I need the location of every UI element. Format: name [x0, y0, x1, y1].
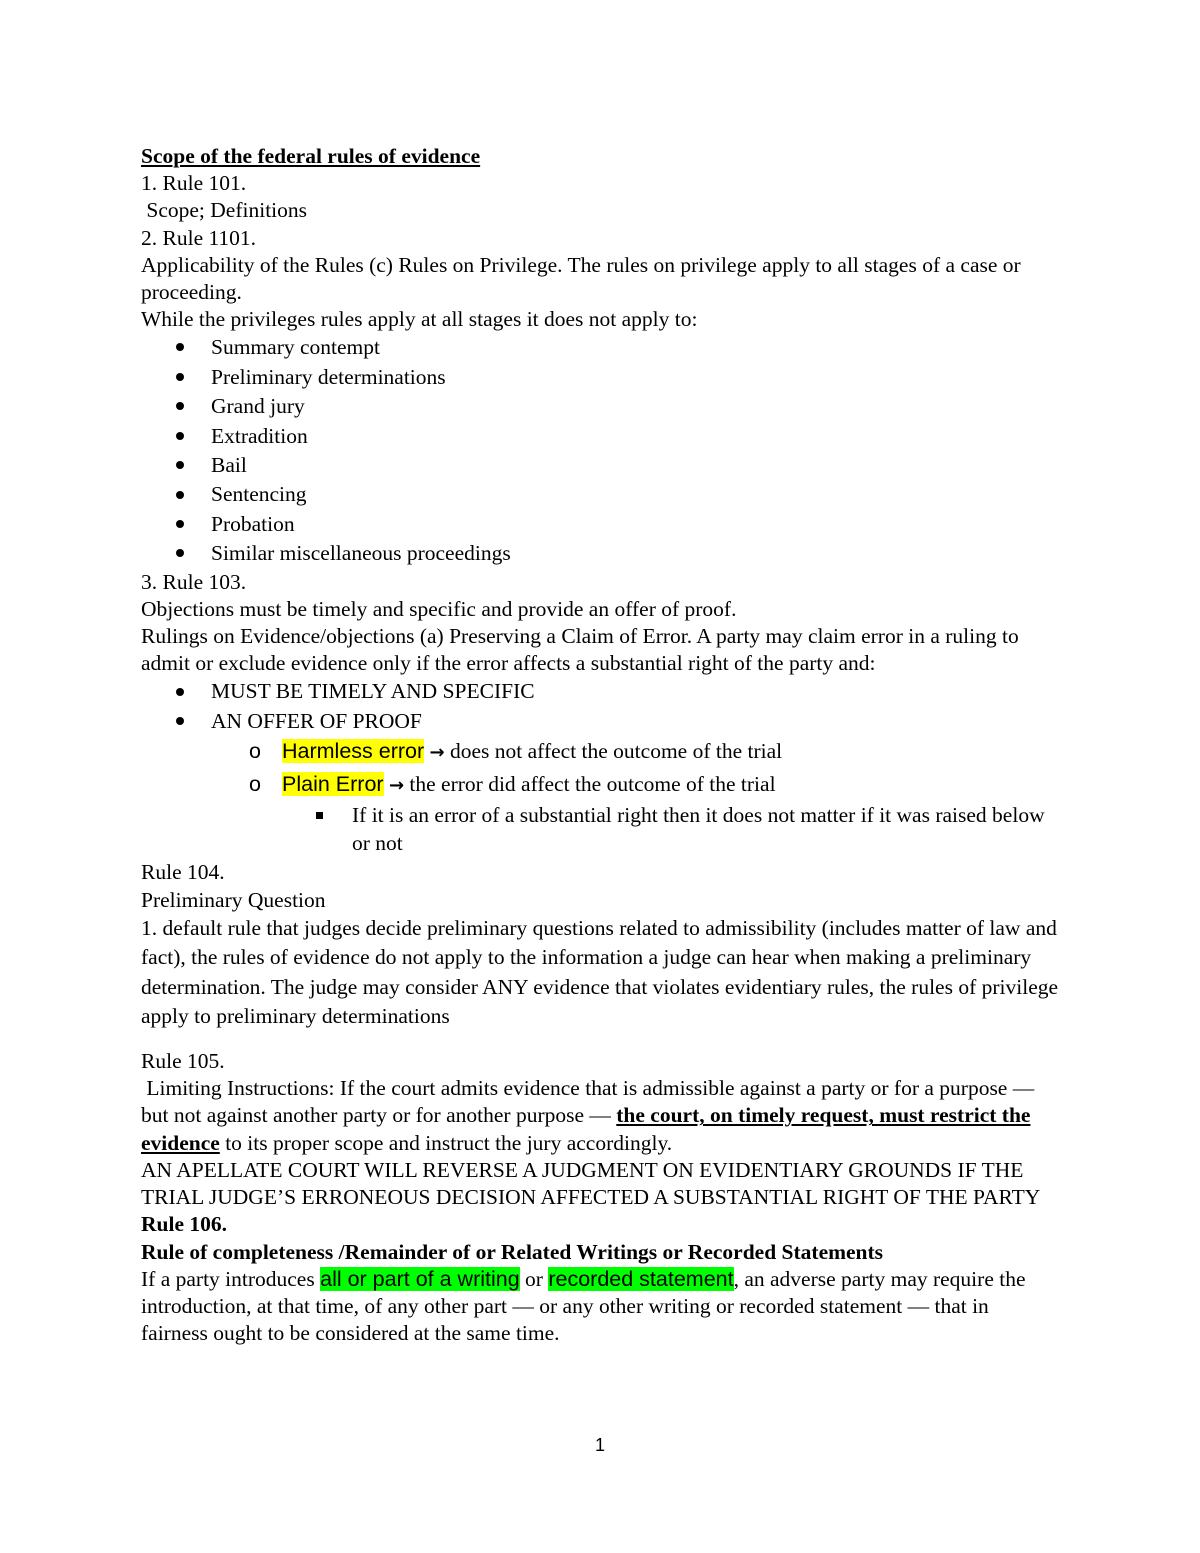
rule-105-caps: AN APELLATE COURT WILL REVERSE A JUDGMENT ON EVIDENTIARY GROUNDS IF THE TRIAL JUDGE’S ERRONEOUS DECISION AFFECTED A SUBSTANTIAL RIGHT OF THE PARTY [141, 1157, 1041, 1210]
list-item: Extradition [141, 422, 1061, 451]
list-item: Bail [141, 451, 1061, 480]
arrow-right-icon: → [429, 742, 445, 764]
rule-101-desc: Scope; Definitions [141, 198, 308, 223]
rule-105-title: Rule 105. [141, 1049, 225, 1074]
document-body [141, 143, 1061, 1347]
rule-104-text: 1. default rule that judges decide preliminary questions related to admissibility (includes matter of law and fact), the rules of evidence do not apply to the information a judge can hear when making a preliminary determination. The judge may consider ANY evidence that violates evidentiary rules, the rules of privilege apply to preliminary determinations [141, 915, 1059, 1029]
rule-105-text: Limiting Instructions: If the court admits evidence that is admissible against a party or for a purpose — but not against another party or for another purpose — the court, on timely request, must restrict the evidence to its proper scope and instruct the jury accordingly. [141, 1076, 1040, 1155]
rule-104-title: Rule 104. [141, 860, 225, 885]
list-item: Sentencing [141, 480, 1061, 509]
rule-1101-desc: Applicability of the Rules (c) Rules on Privilege. The rules on privilege apply to all stages of a case or proceeding. [141, 252, 1021, 305]
rule-103-line1: Objections must be timely and specific and provide an offer of proof. [141, 596, 737, 621]
bullet-icon [176, 392, 196, 421]
document-heading: Scope of the federal rules of evidence [141, 144, 481, 168]
rule-1101-title: 2. Rule 1101. [141, 225, 257, 250]
bullet-icon [176, 422, 196, 451]
square-bullet-icon [316, 801, 323, 829]
sub-list-item: o Plain Error → the error did affect the outcome of the trial [141, 769, 1061, 802]
circle-bullet-icon: o [249, 739, 261, 764]
rule-1101-note: While the privileges rules apply at all stages it does not apply to: [141, 307, 698, 332]
list-item: AN OFFER OF PROOF [141, 707, 1061, 736]
bold-underline-text: the court, on timely request, must restrict the evidence [141, 1103, 1031, 1155]
sub-list-item: o Harmless error → does not affect the outcome of the trial [141, 736, 1061, 769]
circle-bullet-icon: o [249, 771, 261, 796]
rule-106-text: If a party introduces all or part of a writing or recorded statement, an adverse party may require the introduction, at that time, of any other part — or any other writing or recorded statement — that in fairness ought to be considered at the same time. [141, 1266, 1026, 1346]
rule-104-subtitle: Preliminary Question [141, 887, 326, 912]
list-item: Summary contempt [141, 333, 1061, 362]
arrow-right-icon: → [388, 774, 405, 796]
bullet-icon [176, 480, 196, 509]
list-item: Similar miscellaneous proceedings [141, 539, 1061, 568]
rule-101-title: 1. Rule 101. [141, 171, 247, 196]
rule-103-title: 3. Rule 103. [141, 569, 247, 594]
green-highlight: all or part of a writing [320, 1266, 520, 1291]
rule-103-list [141, 677, 1061, 857]
bullet-icon [176, 539, 196, 568]
rule-103-line2: Rulings on Evidence/objections (a) Preserving a Claim of Error. A party may claim error in a ruling to admit or exclude evidence only if the error affects a substantial right of the party and: [141, 624, 1019, 676]
bullet-icon [176, 451, 196, 480]
green-highlight: recorded statement [548, 1266, 734, 1291]
rule-106-title: Rule 106. [141, 1212, 227, 1237]
highlight-term: Plain Error [282, 771, 384, 796]
rule-106-subtitle: Rule of completeness /Remainder of or Related Writings or Recorded Statements [141, 1239, 884, 1264]
bullet-icon [176, 333, 196, 362]
bullet-icon [176, 677, 196, 706]
bullet-icon [176, 510, 196, 539]
list-item: Grand jury [141, 392, 1061, 421]
bullet-icon [176, 707, 196, 736]
highlight-term: Harmless error [282, 739, 425, 764]
list-item: Probation [141, 510, 1061, 539]
list-item: Preliminary determinations [141, 363, 1061, 392]
list-item: MUST BE TIMELY AND SPECIFIC [141, 677, 1061, 706]
sub-sub-list-item: If it is an error of a substantial right then it does not matter if it was raised below or not [141, 801, 1061, 857]
privilege-exceptions-list [141, 333, 1061, 568]
bullet-icon [176, 363, 196, 392]
page-number: 1 [594, 1435, 605, 1455]
